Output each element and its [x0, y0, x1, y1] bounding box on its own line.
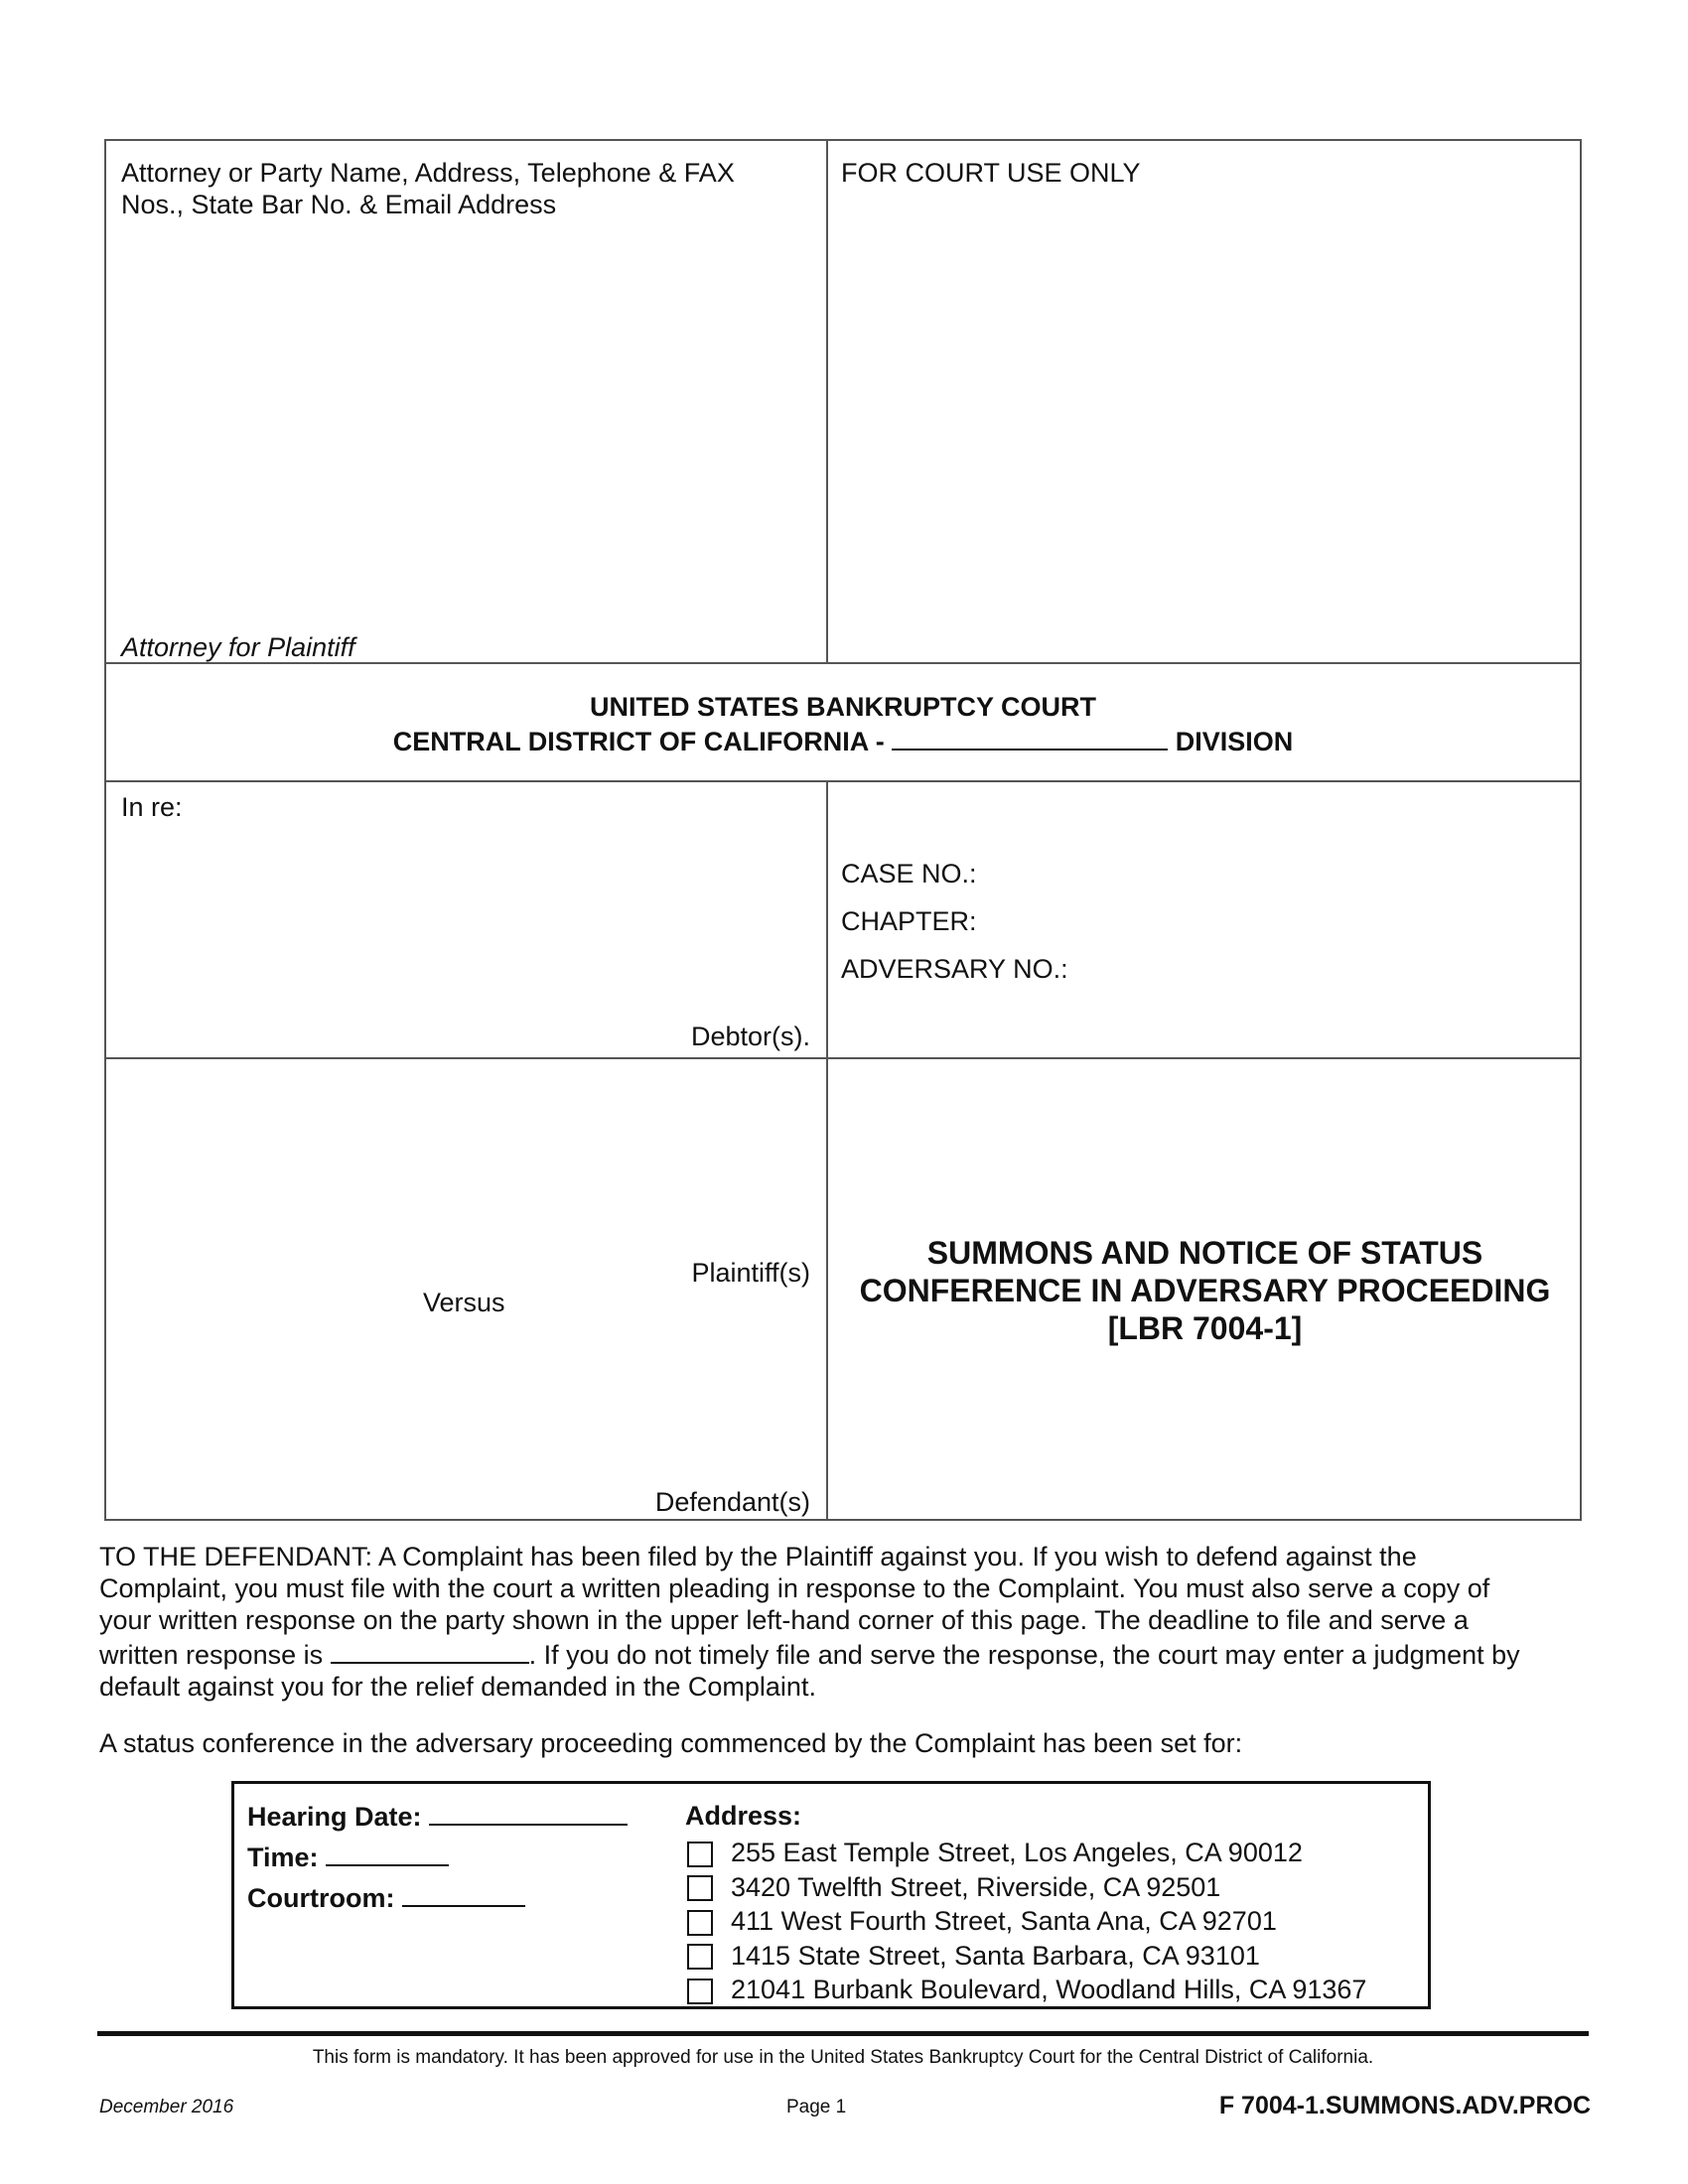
in-re-label: In re: [121, 792, 183, 822]
defendants-label: Defendant(s) [654, 1487, 810, 1517]
footer-page: Page 1 [786, 2097, 847, 2117]
address-text: 255 East Temple Street, Los Angeles, CA 90012 [731, 1838, 1303, 1867]
address-option-santa-barbara[interactable] [687, 1939, 1366, 1974]
footer-rule [97, 2031, 1589, 2036]
divider-vertical-bottom [826, 780, 828, 1521]
checkbox[interactable] [687, 1979, 713, 2004]
checkbox[interactable] [687, 1944, 713, 1970]
hearing-date-label: Hearing Date: [247, 1802, 422, 1832]
notice-line: default against you for the relief demanded in the Complaint. [99, 1672, 816, 1702]
court-use-only: FOR COURT USE ONLY [841, 158, 1141, 188]
courtroom-label: Courtroom: [247, 1883, 395, 1913]
case-no-label: CASE NO.: [841, 859, 977, 888]
court-district-prefix: CENTRAL DISTRICT OF CALIFORNIA - [392, 727, 893, 756]
court-name: UNITED STATES BANKRUPTCY COURT [589, 692, 1096, 722]
address-text: 21041 Burbank Boulevard, Woodland Hills, CA 91367 [731, 1975, 1367, 2004]
checkbox[interactable] [687, 1875, 713, 1901]
adversary-no-label: ADVERSARY NO.: [841, 954, 1068, 984]
notice-line: Complaint, you must file with the court a written pleading in response to the Complaint. You must also serve a copy of [99, 1573, 1490, 1603]
attorney-for-plaintiff: Attorney for Plaintiff [121, 632, 355, 662]
address-text: 1415 State Street, Santa Barbara, CA 93101 [731, 1940, 1260, 1971]
form-title-line3: [LBR 7004-1] [1107, 1310, 1303, 1346]
attorney-label-line1: Attorney or Party Name, Address, Telephone & FAX [121, 158, 735, 188]
address-option-santa-ana[interactable] [687, 1904, 1366, 1939]
chapter-label: CHAPTER: [841, 906, 977, 936]
address-option-riverside[interactable] [687, 1870, 1366, 1905]
address-text: 3420 Twelfth Street, Riverside, CA 92501 [731, 1871, 1221, 1902]
divider-court-caption [104, 780, 1582, 782]
attorney-label-line2: Nos., State Bar No. & Email Address [121, 190, 557, 219]
courtroom-row [247, 1879, 525, 1914]
debtors-label: Debtor(s). [690, 1022, 810, 1051]
address-options [687, 1836, 1366, 2007]
deadline-blank[interactable] [331, 1636, 529, 1664]
hearing-time-blank[interactable] [326, 1839, 449, 1866]
versus-label: Versus [423, 1288, 505, 1317]
notice-paragraph [99, 1541, 1589, 1703]
notice-line [99, 1636, 1589, 1671]
deadline-suffix: . If you do not timely file and serve the response, the court may enter a judgment by [528, 1640, 1520, 1670]
footer-date: December 2016 [99, 2097, 234, 2117]
plaintiffs-label: Plaintiff(s) [691, 1258, 810, 1288]
status-conference-line: A status conference in the adversary proceeding commenced by the Complaint has been set for: [99, 1728, 1243, 1758]
address-option-woodland-hills[interactable] [687, 1973, 1366, 2007]
address-option-los-angeles[interactable] [687, 1836, 1366, 1870]
form-title-line2: CONFERENCE IN ADVERSARY PROCEEDING [859, 1273, 1551, 1308]
form-title [828, 1234, 1582, 1347]
address-label: Address: [685, 1801, 802, 1831]
hearing-time-label: Time: [247, 1843, 319, 1872]
courtroom-blank[interactable] [402, 1879, 525, 1907]
footer-form-id: F 7004-1.SUMMONS.ADV.PROC [1218, 2092, 1591, 2119]
footer-mandatory: This form is mandatory. It has been approved for use in the United States Bankruptcy Court for the Central District of California. [312, 2047, 1374, 2068]
deadline-prefix: written response is [99, 1640, 331, 1670]
divider-vertical-top [826, 139, 828, 663]
court-district [104, 723, 1582, 757]
checkbox[interactable] [687, 1842, 713, 1867]
division-blank[interactable] [892, 723, 1168, 751]
divider-debtor-plaintiff [104, 1057, 1582, 1059]
hearing-date-row [247, 1798, 628, 1833]
court-district-suffix: DIVISION [1168, 727, 1294, 756]
checkbox[interactable] [687, 1910, 713, 1936]
address-text: 411 West Fourth Street, Santa Ana, CA 92701 [731, 1906, 1277, 1936]
hearing-time-row [247, 1839, 449, 1873]
hearing-date-blank[interactable] [429, 1798, 628, 1826]
notice-line: your written response on the party shown in the upper left-hand corner of this page. The deadline to file and serve a [99, 1605, 1469, 1635]
notice-line: TO THE DEFENDANT: A Complaint has been filed by the Plaintiff against you. If you wish to defend against the [99, 1542, 1417, 1571]
form-title-line1: SUMMONS AND NOTICE OF STATUS [926, 1235, 1483, 1271]
